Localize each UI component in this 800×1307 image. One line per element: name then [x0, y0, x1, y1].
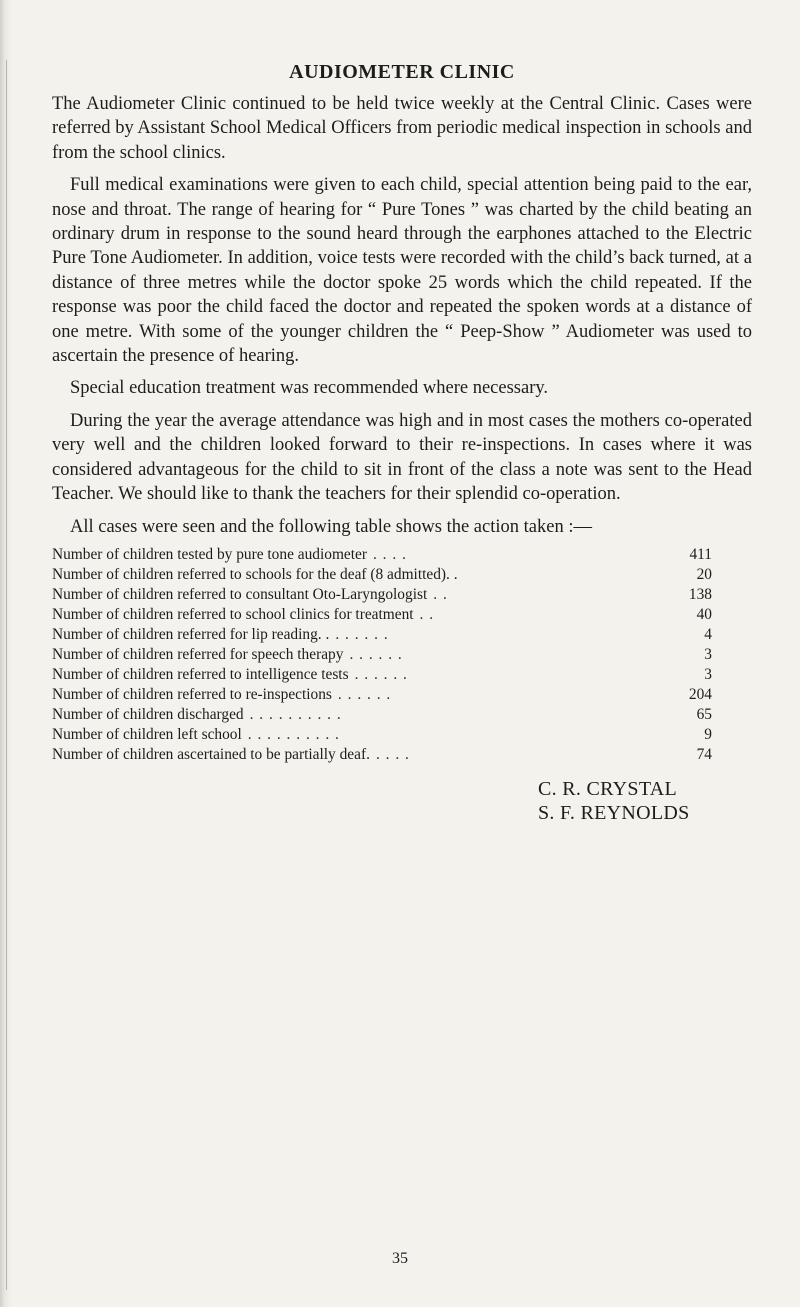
row-label: Number of children referred to schools for the deaf (8 admitted). .: [52, 565, 458, 583]
table-row: [52, 725, 712, 745]
paragraph-special-education: Special education treatment was recommended where necessary.: [70, 378, 549, 399]
row-value: 411: [689, 545, 712, 563]
table-row: [52, 625, 712, 645]
row-label: Number of children referred for speech therapy: [52, 645, 344, 663]
leader-dots: . .: [419, 605, 435, 623]
row-label: Number of children referred to school clinics for treatment: [52, 605, 414, 623]
leader-dots: . .: [433, 585, 448, 603]
row-label: Number of children referred to intelligence tests: [52, 665, 349, 683]
leader-dots: . . . . . .: [349, 645, 403, 663]
row-value: 65: [696, 705, 712, 723]
table-row: [52, 705, 712, 725]
row-label: Number of children left school: [52, 725, 242, 743]
row-value: 138: [688, 585, 712, 603]
table-row: [52, 545, 712, 565]
leader-dots: . . . . . .: [337, 685, 392, 703]
row-value: 3: [704, 665, 712, 683]
table-row: [52, 605, 712, 625]
table-row: [52, 565, 712, 585]
leader-dots: . . . .: [372, 545, 407, 563]
row-label: Number of children referred for lip reading. .: [52, 625, 330, 643]
signature-block: [538, 777, 752, 825]
statistics-table: [52, 545, 712, 765]
row-value: 204: [688, 685, 712, 703]
row-value: 74: [696, 745, 712, 763]
leader-dots: . . . . . . . . . .: [249, 705, 342, 723]
row-value: 4: [704, 625, 712, 643]
paragraph-examinations: Full medical examinations were given to each child, special attention being paid to the ear, nose and throat. The range of hearing for “ Pure Tones ” was charted by the child beating an ordinary drum in response to the sound heard through the earphones attached to the Electric Pure Tone Audiometer. In addition, voice tests were recorded with the child’s back turned, at a distance of three metres while the doctor spoke 25 words which the child repeated. If the response was poor the child faced the doctor and repeated the spoken words at a distance of one metre. With some of the younger children the “ Peep-Show ” Audiometer was used to ascertain the presence of hearing.: [52, 175, 752, 367]
leader-dots: . . . .: [375, 745, 410, 763]
row-value: 3: [704, 645, 712, 663]
leader-dots: . . . . . .: [354, 665, 408, 683]
table-row: [52, 685, 712, 705]
row-label: Number of children ascertained to be partially deaf.: [52, 745, 370, 763]
signature-crystal: C. R. CRYSTAL: [538, 777, 677, 800]
page-number: 35: [392, 1250, 408, 1267]
row-value: 9: [704, 725, 712, 743]
leader-dots: . . . . . . . . . .: [247, 725, 340, 743]
row-value: 20: [696, 565, 712, 583]
table-row: [52, 745, 712, 765]
row-label: Number of children tested by pure tone audiometer: [52, 545, 367, 563]
row-label: Number of children discharged: [52, 705, 244, 723]
document-page: [52, 60, 752, 825]
table-row: [52, 645, 712, 665]
signature-reynolds: S. F. REYNOLDS: [538, 801, 690, 824]
paragraph-clinic-schedule: The Audiometer Clinic continued to be held twice weekly at the Central Clinic. Cases were referred by Assistant School Medical Officers from periodic medical inspection in schools and from the school clinics.: [52, 94, 752, 163]
row-label: Number of children referred to consultant Oto-Laryngologist: [52, 585, 428, 603]
row-label: Number of children referred to re-inspections: [52, 685, 332, 703]
table-row: [52, 585, 712, 605]
leader-dots: . . . . . .: [335, 625, 389, 643]
paragraph-attendance: During the year the average attendance was high and in most cases the mothers co-operated very well and the children looked forward to their re-inspections. In cases where it was considered advantageous for the child to sit in front of the class a note was sent to the Head Teacher. We should like to thank the teachers for their splendid co-operation.: [52, 410, 752, 505]
page-heading: AUDIOMETER CLINIC: [289, 61, 515, 83]
table-row: [52, 665, 712, 685]
table-intro: All cases were seen and the following table shows the action taken :—: [70, 516, 592, 537]
page-binding-line: [6, 60, 7, 1290]
row-value: 40: [696, 605, 712, 623]
